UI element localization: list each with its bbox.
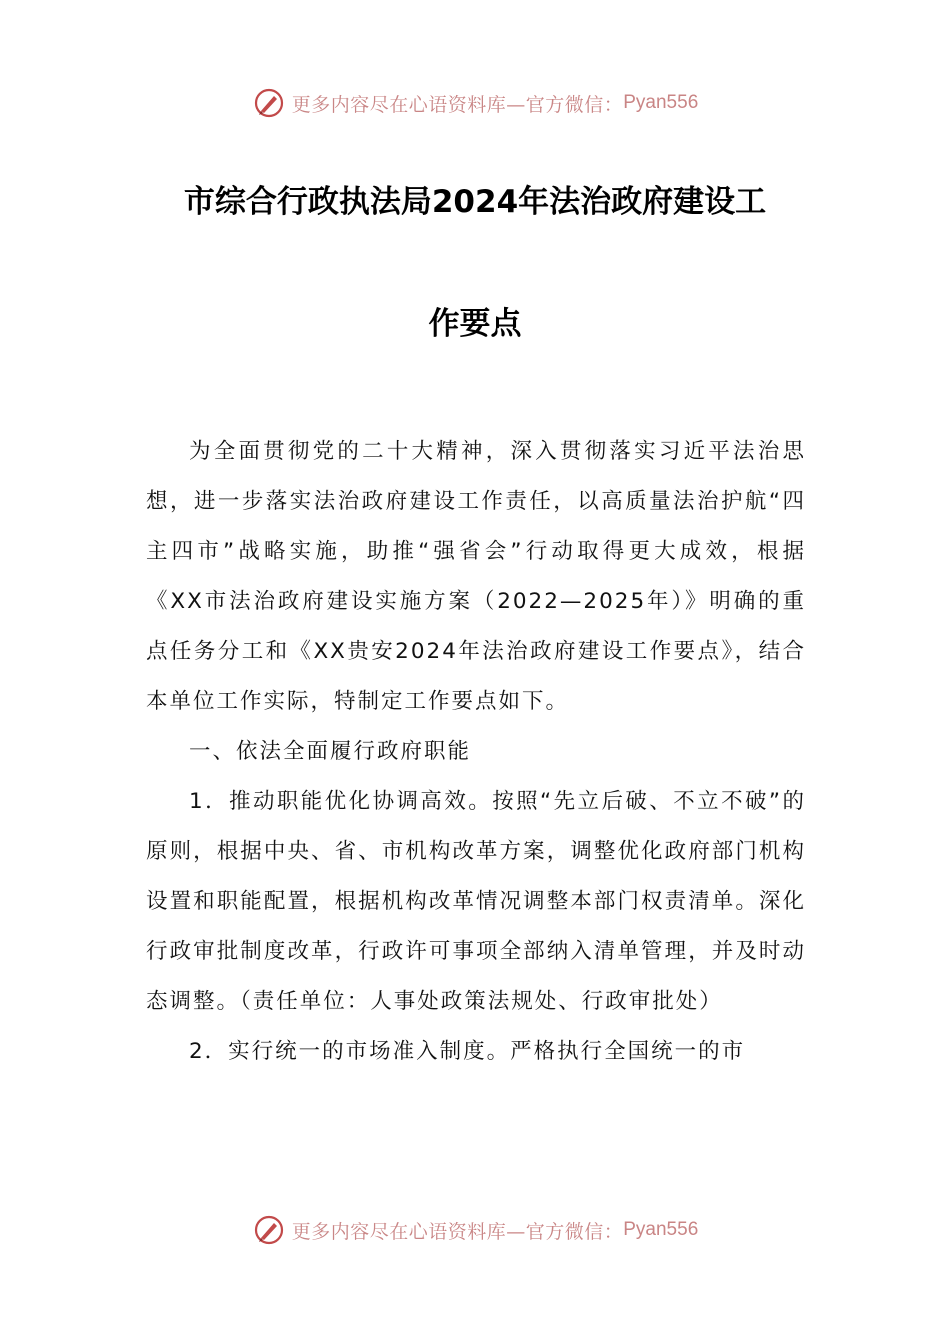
watermark-header [0, 83, 950, 123]
intro-paragraph: 为全面贯彻党的二十大精神，深入贯彻落实习近平法治思 想，进一步落实法治政府建设工作责任，以高质量法治护航“四主四市”战略实施，助推“强省会”行动取得更大成效，根据《XX市法治政府建设实施方案（2022—2025年）》明确的重点任务分工和《XX贵安2024年法治政府建设工作要点》，结合本单位工作实际，特制定工作要点如下。 [146, 439, 830, 714]
document-body [146, 427, 830, 1077]
item-paragraph-2: 2．实行统一的市场准入制度。严格执行全国统一的市 [189, 1039, 746, 1064]
watermark-footer [0, 1210, 950, 1250]
watermark-wechat-id: Pyan556 [623, 1219, 699, 1240]
document-title-line-2: 作要点 [428, 306, 522, 342]
watermark-text: 更多内容尽在心语资料库—官方微信： [291, 1220, 624, 1243]
pen-logo-icon [252, 86, 286, 120]
section-heading-1: 一、依法全面履行政府职能 [189, 739, 472, 764]
item-paragraph-1: 1．推动职能优化协调高效。按照“先立后破、不立不破”的原则，根据中央、省、市机构改革方案，调整优化政府部门机构设置和职能配置，根据机构改革情况调整本部门权责清单。深化行政审批制度改革，行政许可事项全部纳入清单管理，并及时动态调整。（责任单位：人事处政策法规处、行政审批处） [146, 789, 806, 1014]
document-title-line-1: 市综合行政执法局2024年法治政府建设工 [183, 184, 767, 220]
pen-logo-icon [252, 1213, 286, 1247]
watermark-wechat-id: Pyan556 [623, 92, 699, 113]
watermark-text: 更多内容尽在心语资料库—官方微信： [291, 93, 624, 116]
